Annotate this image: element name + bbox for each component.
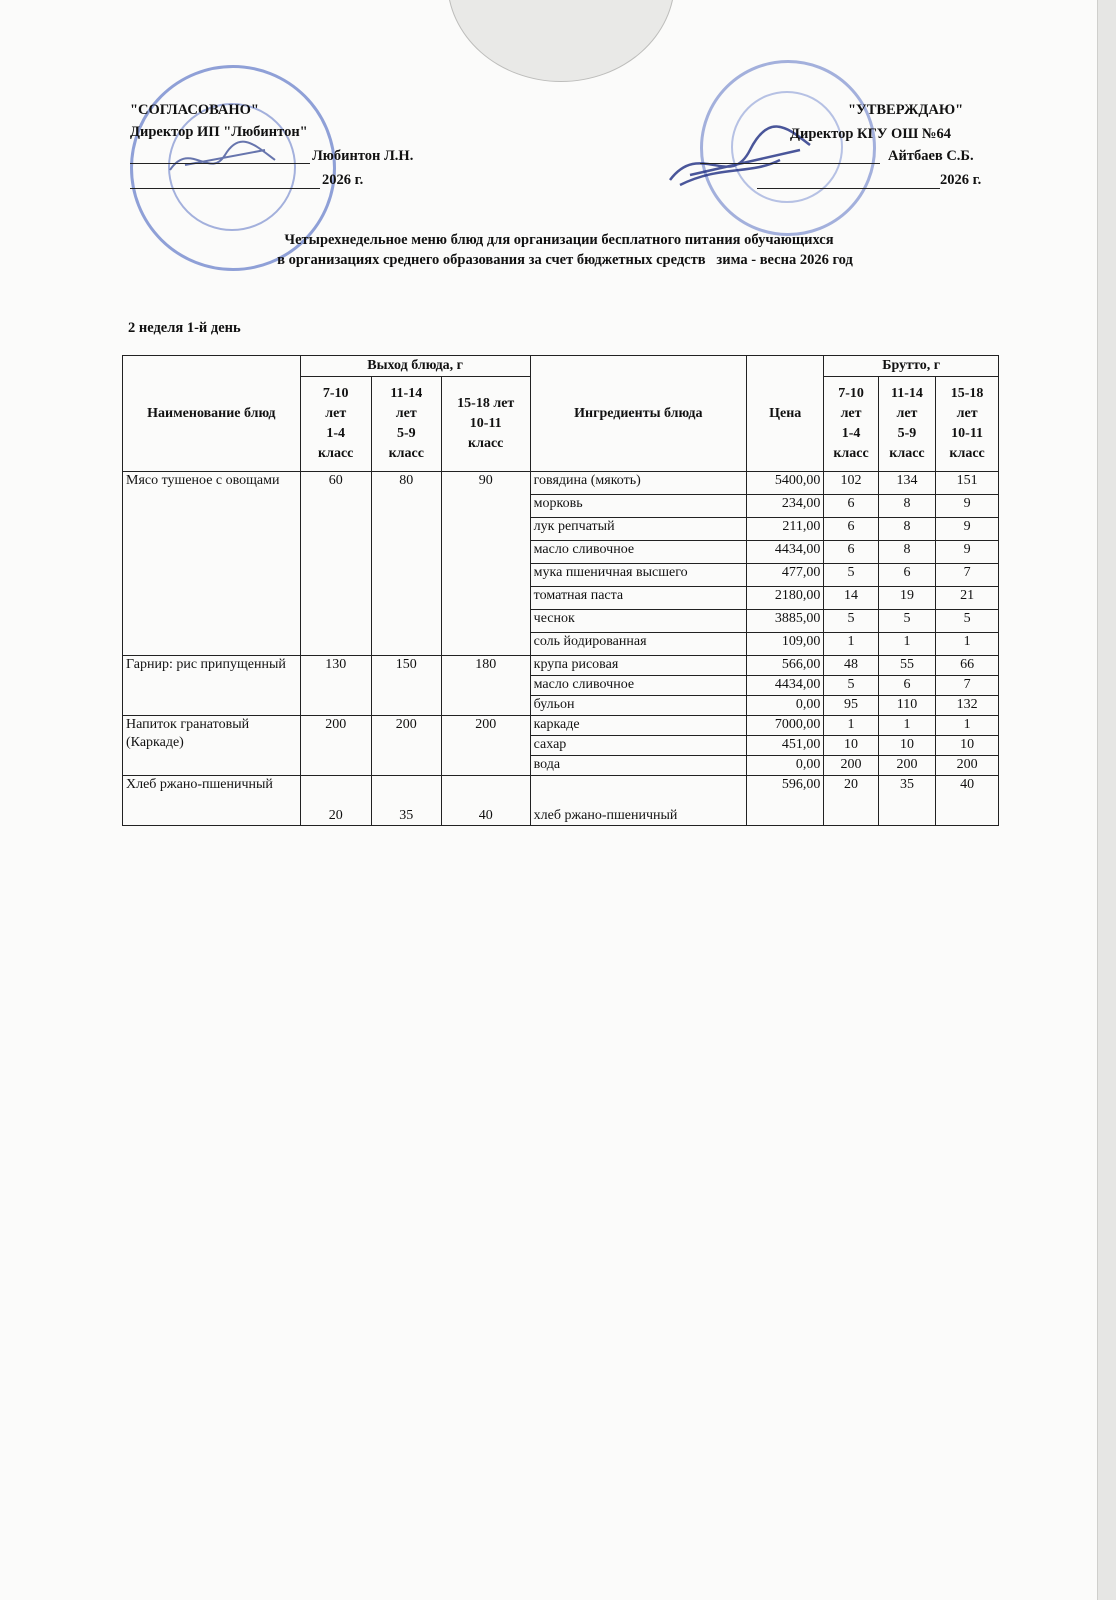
ingredient-gross-value: 1 xyxy=(878,633,935,656)
dish-output-value: 200 xyxy=(441,716,530,776)
right-approval-heading: "УТВЕРЖДАЮ" xyxy=(848,102,964,118)
header-gross-15-18: 15-18 лет 10-11 класс xyxy=(936,377,999,472)
right-approval-year: 2026 г. xyxy=(940,172,982,188)
left-approval-heading: "СОГЛАСОВАНО" xyxy=(130,102,259,118)
ingredient-gross-value: 1 xyxy=(824,633,878,656)
ingredient-name: масло сливочное xyxy=(530,541,746,564)
ingredient-name: томатная паста xyxy=(530,587,746,610)
ingredient-gross-value: 132 xyxy=(936,696,999,716)
dish-output-value: 80 xyxy=(371,472,441,656)
ingredient-gross-value: 9 xyxy=(936,518,999,541)
left-approval-name: Любинтон Л.Н. xyxy=(312,148,414,164)
ingredient-price: 4434,00 xyxy=(747,676,824,696)
ingredient-gross-value: 35 xyxy=(878,776,935,826)
ingredient-name: сахар xyxy=(530,736,746,756)
ingredient-gross-value: 1 xyxy=(936,633,999,656)
ingredient-price: 566,00 xyxy=(747,656,824,676)
ingredient-gross-value: 9 xyxy=(936,495,999,518)
dish-output-value: 200 xyxy=(300,716,371,776)
ingredient-gross-value: 1 xyxy=(878,716,935,736)
ingredient-gross-value: 5 xyxy=(824,564,878,587)
ingredient-price: 2180,00 xyxy=(747,587,824,610)
left-approval-position: Директор ИП "Любинтон" xyxy=(130,124,308,140)
ingredient-name: говядина (мякоть) xyxy=(530,472,746,495)
ingredient-gross-value: 40 xyxy=(936,776,999,826)
ingredient-price: 0,00 xyxy=(747,696,824,716)
dish-output-value: 35 xyxy=(371,776,441,826)
header-price: Цена xyxy=(747,356,824,472)
ingredient-gross-value: 21 xyxy=(936,587,999,610)
ingredient-gross-value: 8 xyxy=(878,541,935,564)
header-gross-11-14: 11-14 лет 5-9 класс xyxy=(878,377,935,472)
dish-output-value: 20 xyxy=(300,776,371,826)
right-date-line xyxy=(757,188,940,189)
ingredient-gross-value: 10 xyxy=(936,736,999,756)
ingredient-gross-value: 151 xyxy=(936,472,999,495)
dish-output-value: 60 xyxy=(300,472,371,656)
header-output-7-10: 7-10 лет 1-4 класс xyxy=(300,377,371,472)
dish-output-value: 40 xyxy=(441,776,530,826)
dish-name: Гарнир: рис припущенный xyxy=(123,656,301,716)
dish-output-value: 90 xyxy=(441,472,530,656)
dish-name: Мясо тушеное с овощами xyxy=(123,472,301,656)
right-signature-line xyxy=(700,163,880,164)
right-approval-position: Директор КГУ ОШ №64 xyxy=(790,126,951,142)
ingredient-name: крупа рисовая xyxy=(530,656,746,676)
ingredient-price: 4434,00 xyxy=(747,541,824,564)
dish-output-value: 130 xyxy=(300,656,371,716)
ingredient-gross-value: 10 xyxy=(824,736,878,756)
header-output-11-14: 11-14 лет 5-9 класс xyxy=(371,377,441,472)
ingredient-price: 234,00 xyxy=(747,495,824,518)
dish-name: Напиток гранатовый (Каркаде) xyxy=(123,716,301,776)
dish-output-value: 150 xyxy=(371,656,441,716)
ingredient-gross-value: 110 xyxy=(878,696,935,716)
ingredient-gross-value: 5 xyxy=(824,676,878,696)
header-gross-group: Брутто, г xyxy=(824,356,999,377)
header-gross-7-10: 7-10 лет 1-4 класс xyxy=(824,377,878,472)
right-approval-name: Айтбаев С.Б. xyxy=(888,148,974,164)
ingredient-name: вода xyxy=(530,756,746,776)
ingredient-name: соль йодированная xyxy=(530,633,746,656)
ingredient-gross-value: 5 xyxy=(824,610,878,633)
ingredient-gross-value: 95 xyxy=(824,696,878,716)
ingredient-gross-value: 8 xyxy=(878,518,935,541)
menu-table xyxy=(122,355,999,826)
menu-table-body xyxy=(123,472,999,826)
ingredient-name: хлеб ржано-пшеничный xyxy=(530,776,746,826)
table-row xyxy=(123,776,999,826)
ingredient-name: лук репчатый xyxy=(530,518,746,541)
week-day-label: 2 неделя 1-й день xyxy=(128,320,241,336)
ingredient-gross-value: 66 xyxy=(936,656,999,676)
ingredient-name: каркаде xyxy=(530,716,746,736)
ingredient-gross-value: 48 xyxy=(824,656,878,676)
ingredient-gross-value: 7 xyxy=(936,564,999,587)
ingredient-gross-value: 6 xyxy=(824,518,878,541)
ingredient-name: морковь xyxy=(530,495,746,518)
ingredient-name: чеснок xyxy=(530,610,746,633)
header-ingredients: Ингредиенты блюда xyxy=(530,356,746,472)
menu-title-line1: Четырехнедельное меню блюд для организации бесплатного питания обучающихся xyxy=(284,232,834,248)
left-date-line xyxy=(130,188,320,189)
ingredient-gross-value: 1 xyxy=(824,716,878,736)
ingredient-gross-value: 200 xyxy=(936,756,999,776)
ingredient-price: 477,00 xyxy=(747,564,824,587)
ingredient-gross-value: 6 xyxy=(878,564,935,587)
header-dish-name: Наименование блюд xyxy=(123,356,301,472)
ingredient-gross-value: 200 xyxy=(824,756,878,776)
ingredient-gross-value: 1 xyxy=(936,716,999,736)
ingredient-name: бульон xyxy=(530,696,746,716)
menu-title-line2: в организациях среднего образования за счет бюджетных средств зима - весна 2026 год xyxy=(277,252,853,268)
ingredient-gross-value: 19 xyxy=(878,587,935,610)
header-output-15-18: 15-18 лет 10-11 класс xyxy=(441,377,530,472)
ingredient-price: 211,00 xyxy=(747,518,824,541)
left-approval-year: 2026 г. xyxy=(322,172,364,188)
ingredient-gross-value: 14 xyxy=(824,587,878,610)
ingredient-price: 596,00 xyxy=(747,776,824,826)
ingredient-gross-value: 6 xyxy=(824,541,878,564)
ingredient-gross-value: 8 xyxy=(878,495,935,518)
dish-name: Хлеб ржано-пшеничный xyxy=(123,776,301,826)
ingredient-gross-value: 5 xyxy=(936,610,999,633)
left-signature-line xyxy=(130,163,310,164)
ingredient-gross-value: 6 xyxy=(824,495,878,518)
ingredient-price: 3885,00 xyxy=(747,610,824,633)
dish-output-value: 200 xyxy=(371,716,441,776)
ingredient-gross-value: 55 xyxy=(878,656,935,676)
ingredient-gross-value: 6 xyxy=(878,676,935,696)
dish-output-value: 180 xyxy=(441,656,530,716)
ingredient-gross-value: 102 xyxy=(824,472,878,495)
ingredient-price: 0,00 xyxy=(747,756,824,776)
ingredient-name: мука пшеничная высшего xyxy=(530,564,746,587)
ingredient-price: 451,00 xyxy=(747,736,824,756)
ingredient-gross-value: 134 xyxy=(878,472,935,495)
ingredient-price: 7000,00 xyxy=(747,716,824,736)
header-output-group: Выход блюда, г xyxy=(300,356,530,377)
ingredient-gross-value: 9 xyxy=(936,541,999,564)
ingredient-name: масло сливочное xyxy=(530,676,746,696)
table-row xyxy=(123,472,999,495)
table-row xyxy=(123,716,999,736)
ingredient-price: 109,00 xyxy=(747,633,824,656)
ingredient-gross-value: 200 xyxy=(878,756,935,776)
ingredient-gross-value: 5 xyxy=(878,610,935,633)
ingredient-price: 5400,00 xyxy=(747,472,824,495)
ingredient-gross-value: 7 xyxy=(936,676,999,696)
ingredient-gross-value: 10 xyxy=(878,736,935,756)
ingredient-gross-value: 20 xyxy=(824,776,878,826)
table-row xyxy=(123,656,999,676)
